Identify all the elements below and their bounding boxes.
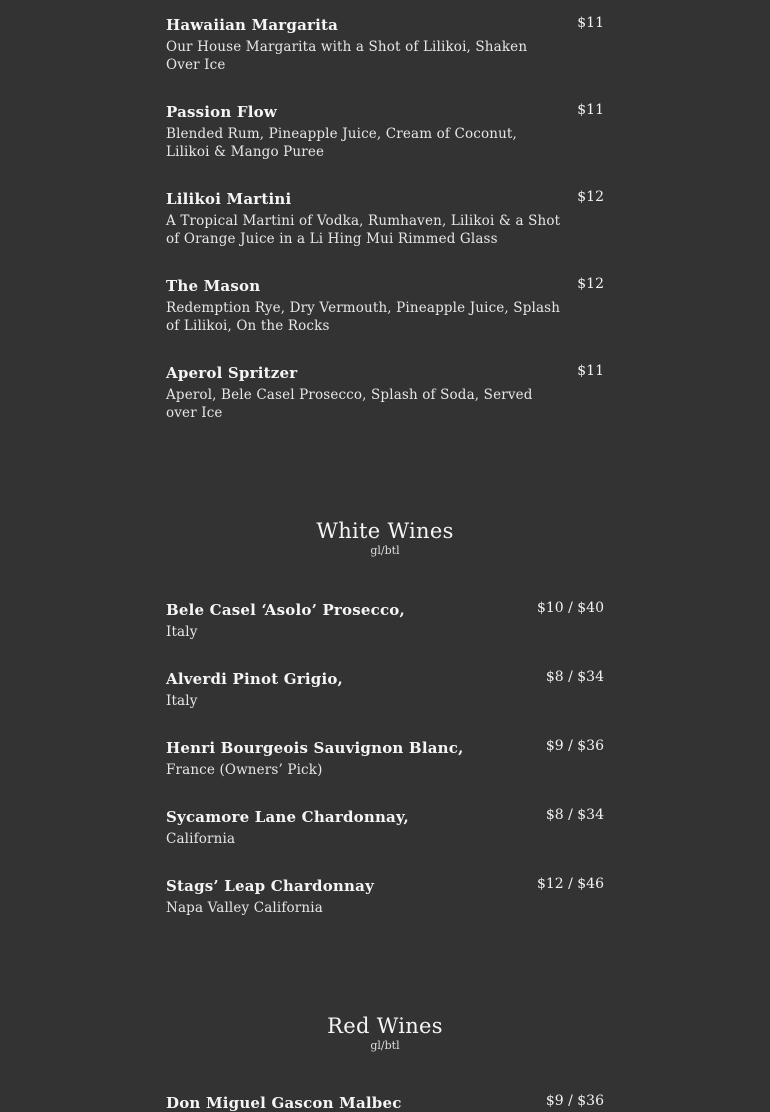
item-description: Redemption Rye, Dry Vermouth, Pineapple Juice, Splash of Lilikoi, On the Rocks [166, 300, 561, 334]
item-price: $12 [577, 189, 604, 205]
item-name: The Mason [166, 277, 261, 295]
item-name: Sycamore Lane Chardonnay, [166, 808, 409, 826]
item-description: A Tropical Martini of Vodka, Rumhaven, Lilikoi & a Shot of Orange Juice in a Li Hing Mui Rimmed Glass [166, 213, 561, 247]
item-name: Bele Casel ‘Asolo’ Prosecco, [166, 601, 405, 619]
section-title: Red Wines [327, 1014, 443, 1038]
item-price: $12 / $46 [536, 876, 604, 892]
item-description: Napa Valley California [166, 900, 323, 916]
section-title: White Wines [316, 519, 454, 543]
section-subtitle: gl/btl [370, 544, 400, 557]
item-name: Lilikoi Martini [166, 190, 292, 208]
item-price: $10 / $40 [536, 600, 604, 616]
item-price: $8 / $34 [545, 807, 604, 823]
item-price: $9 / $36 [545, 738, 604, 754]
item-name: Aperol Spritzer [166, 364, 298, 382]
menu-item [166, 601, 604, 641]
item-price: $8 / $34 [545, 669, 604, 685]
item-description: Blended Rum, Pineapple Juice, Cream of Coconut, Lilikoi & Mango Puree [166, 126, 517, 160]
section-subtitle: gl/btl [370, 1039, 400, 1052]
menu-item [166, 808, 604, 848]
menu-item [166, 670, 604, 710]
item-name: Passion Flow [166, 103, 277, 121]
menu-item [166, 277, 604, 335]
menu-item [166, 16, 604, 74]
item-price: $11 [577, 363, 604, 379]
item-description: Italy [166, 693, 198, 709]
item-price: $9 / $36 [545, 1093, 604, 1109]
item-name: Alverdi Pinot Grigio, [166, 670, 343, 688]
item-description: France (Owners’ Pick) [166, 762, 323, 778]
white-wines-header [0, 518, 770, 558]
item-name: Henri Bourgeois Sauvignon Blanc, [166, 739, 464, 757]
item-price: $11 [577, 102, 604, 118]
item-name: Don Miguel Gascon Malbec [166, 1094, 402, 1112]
menu-item [166, 877, 604, 917]
red-wines-header [0, 1013, 770, 1053]
item-name: Hawaiian Margarita [166, 16, 339, 34]
item-price: $12 [577, 276, 604, 292]
item-description: Italy [166, 624, 198, 640]
menu-item [166, 364, 604, 422]
menu-item [166, 739, 604, 779]
item-price: $11 [577, 15, 604, 31]
menu-item [166, 1094, 604, 1112]
menu-item [166, 103, 604, 161]
item-description: Our House Margarita with a Shot of Lilikoi, Shaken Over Ice [166, 39, 528, 73]
menu-item [166, 190, 604, 248]
item-description: Aperol, Bele Casel Prosecco, Splash of Soda, Served over Ice [166, 387, 533, 421]
item-description: California [166, 831, 236, 847]
item-name: Stags’ Leap Chardonnay [166, 877, 374, 895]
